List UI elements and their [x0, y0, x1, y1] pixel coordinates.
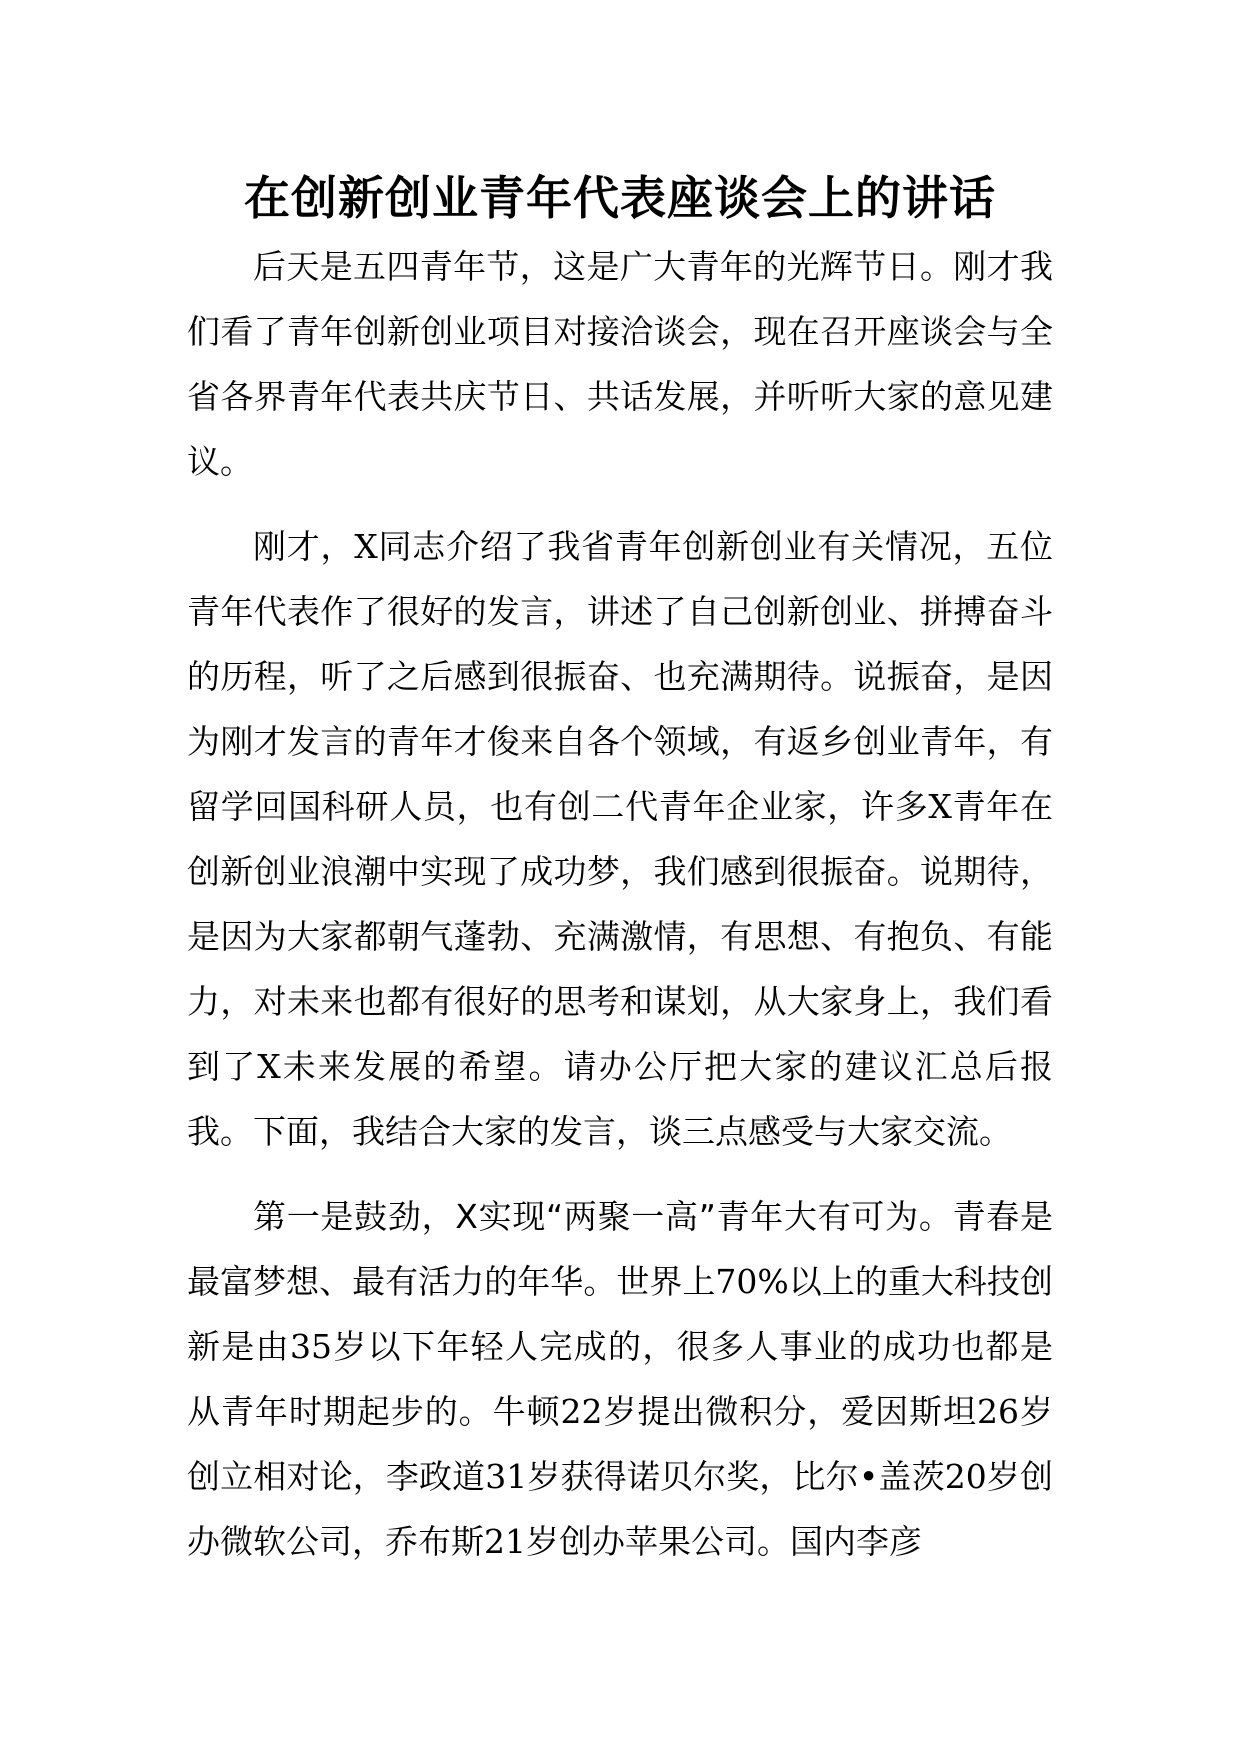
paragraph-1: 后天是五四青年节，这是广大青年的光辉节日。刚才我们看了青年创新创业项目对接洽谈会，现在召开座谈会与全省各界青年代表共庆节日、共话发展，并听听大家的意见建议。 [187, 247, 1053, 481]
paragraph-3-lead: 第一是鼓劲，X实现“两聚一高”青年大有可为。 [253, 1197, 953, 1236]
page-title: 在创新创业青年代表座谈会上的讲话 [244, 171, 996, 225]
paragraph-3-text: 青春是最富梦想、最有活力的年华。世界上70%以上的重大科技创新是由35岁以下年轻人完成的，很多人事业的成功也都是从青年时期起步的。牛顿22岁提出微积分，爱因斯坦26岁创立相对论，李政道31岁获得诺贝尔奖，比尔•盖茨20岁创办微软公司，乔布斯21岁创办苹果公司。国内李彦 [187, 1197, 1053, 1561]
paragraph-2: 刚才，X同志介绍了我省青年创新创业有关情况，五位青年代表作了很好的发言，讲述了自己创新创业、拼搏奋斗的历程，听了之后感到很振奋、也充满期待。说振奋，是因为刚才发言的青年才俊来自各个领域，有返乡创业青年，有留学回国科研人员，也有创二代青年企业家，许多X青年在创新创业浪潮中实现了成功梦，我们感到很振奋。说期待，是因为大家都朝气蓬勃、充满激情，有思想、有抱负、有能力，对未来也都有很好的思考和谋划，从大家身上，我们看到了X未来发展的希望。请办公厅把大家的建议汇总后报我。下面，我结合大家的发言，谈三点感受与大家交流。 [187, 527, 1053, 1151]
paragraph-3 [187, 1184, 1053, 1574]
document-body [187, 234, 1053, 1574]
